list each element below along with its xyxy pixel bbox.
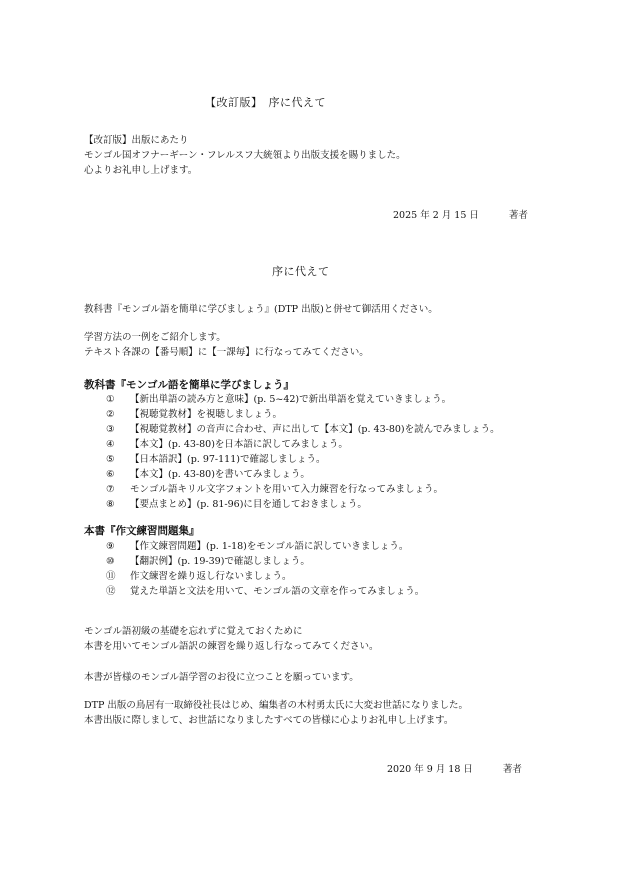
item-text: 【翻訳例】(p. 19-39)で確認しましょう。 [130, 556, 310, 567]
item-number: ④ [106, 439, 115, 450]
method-line-2: テキスト各課の【番号順】に【一課毎】に行なってみてください。 [84, 347, 369, 358]
list-item [106, 555, 424, 570]
list-item [106, 393, 500, 408]
item-text: 【視聴覚教材】を視聴しましょう。 [130, 409, 283, 420]
acknowledgements-block [84, 699, 468, 729]
preface-title: 序に代えて [272, 265, 330, 278]
acknowledgement-line: 本書出版に際しまして、お世話になりましたすべての皆様に心よりお礼申し上げます。 [84, 715, 454, 726]
item-text: モンゴル語キリル文字フォントを用いて入力練習を行なってみましょう。 [130, 484, 444, 495]
item-number: ⑦ [106, 484, 115, 495]
item-text: 【作文練習問題】(p. 1-18)をモンゴル語に訳していきましょう。 [130, 541, 409, 552]
item-number: ⑩ [106, 556, 115, 567]
list-item [106, 408, 500, 423]
item-number: ⑤ [106, 454, 115, 465]
list-item [106, 483, 500, 498]
item-text: 【本文】(p. 43-80)を書いてみましょう。 [130, 469, 310, 480]
item-text: 【視聴覚教材】の音声に合わせ、声に出して【本文】(p. 43-80)を読んでみましょう。 [130, 424, 500, 435]
preface-author: 著者 [502, 764, 522, 775]
item-text: 作文練習を繰り返し行ないましょう。 [130, 571, 292, 582]
list-item [106, 585, 424, 600]
workbook-heading: 本書『作文練習問題集』 [84, 525, 200, 537]
list-item [106, 570, 424, 585]
item-number: ② [106, 409, 115, 420]
list-item [106, 453, 500, 468]
closing-block-1 [84, 625, 379, 655]
list-item [106, 498, 500, 513]
item-number: ③ [106, 424, 115, 435]
revised-line-1: 【改訂版】出版にあたり [84, 135, 189, 146]
closing-line-2: 本書が皆様のモンゴル語学習のお役に立つことを願っています。 [84, 672, 359, 683]
item-number: ⑪ [106, 571, 116, 582]
revised-line-2: モンゴル国オフナーギーン・フレルスフ大統領より出版支援を賜りました。 [84, 150, 406, 161]
list-item [106, 540, 424, 555]
method-line-1: 学習方法の一例をご紹介します。 [84, 332, 226, 343]
item-text: 【日本語訳】(p. 97-111)で確認しましょう。 [130, 454, 326, 465]
item-text: 【要点まとめ】(p. 81-96)に目を通しておきましょう。 [130, 499, 367, 510]
item-number: ⑨ [106, 541, 115, 552]
list-item [106, 468, 500, 483]
closing-line: 本書を用いてモンゴル語訳の練習を繰り返し行なってみてください。 [84, 641, 379, 652]
revised-preface-body [84, 134, 406, 179]
item-text: 覚えた単語と文法を用いて、モンゴル語の文章を作ってみましょう。 [130, 586, 425, 597]
revised-date: 2025 年 2 月 15 日 [393, 210, 479, 221]
list-item [106, 423, 500, 438]
item-number: ① [106, 394, 115, 405]
revised-line-3: 心よりお礼申し上げます。 [84, 165, 198, 176]
preface-date: 2020 年 9 月 18 日 [387, 764, 473, 775]
textbook-list [106, 393, 500, 513]
item-number: ⑫ [106, 586, 116, 597]
item-text: 【本文】(p. 43-80)を日本語に訳してみましょう。 [130, 439, 348, 450]
closing-line: モンゴル語初級の基礎を忘れずに覚えておくために [84, 626, 303, 637]
revised-author: 著者 [508, 210, 528, 221]
preface-signature [387, 763, 522, 777]
list-item [106, 438, 500, 453]
preface-intro: 教科書『モンゴル語を簡単に学びましょう』(DTP 出版)と併せて御活用ください。 [84, 304, 438, 315]
method-block [84, 331, 369, 361]
revised-signature [393, 209, 528, 223]
item-text: 【新出単語の読み方と意味】(p. 5~42)で新出単語を覚えていきましょう。 [130, 394, 452, 405]
item-number: ⑥ [106, 469, 115, 480]
acknowledgement-line: DTP 出版の鳥居有一取締役社長はじめ、編集者の木村勇太氏に大変お世話になりました。 [84, 700, 468, 711]
textbook-heading: 教科書『モンゴル語を簡単に学びましょう』 [84, 379, 294, 391]
item-number: ⑧ [106, 499, 115, 510]
workbook-list [106, 540, 424, 600]
revised-preface-title: 【改訂版】 序に代えて [205, 96, 326, 109]
